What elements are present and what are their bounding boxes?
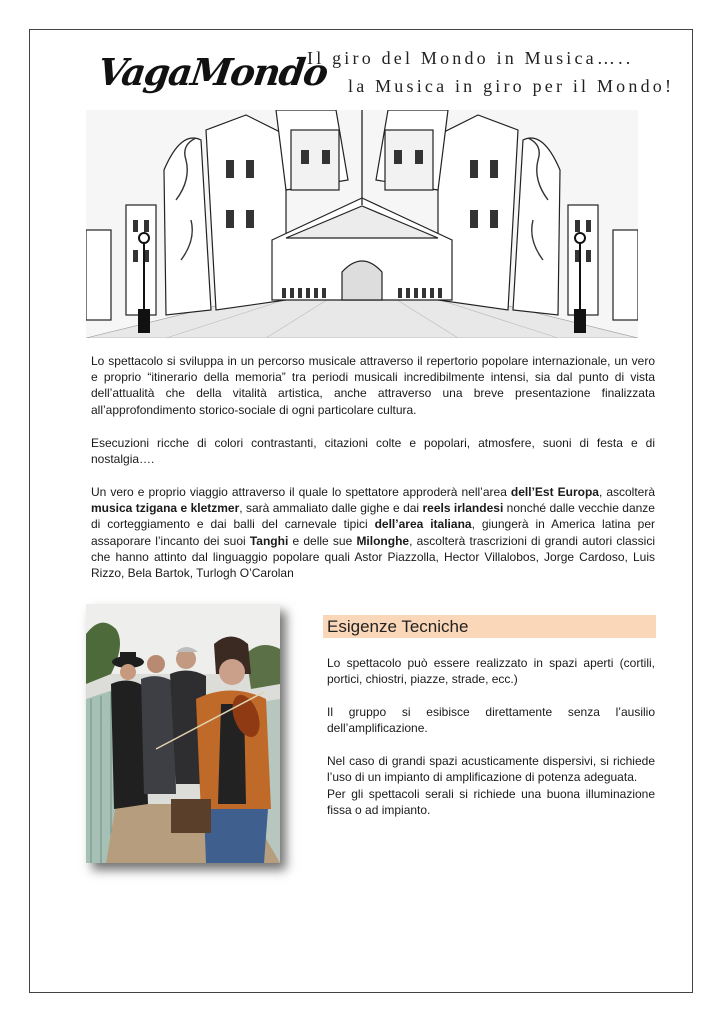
musicians-photo: [86, 604, 280, 863]
tech-heading: Esigenze Tecniche: [323, 615, 656, 638]
tech-paragraph-1: Lo spettacolo può essere realizzato in spazi aperti (cortili, portici, chiostri, piazze, strade, ecc.): [327, 656, 655, 687]
tech-paragraph-3: Nel caso di grandi spazi acusticamente dispersivi, si richiede l’uso di un impianto di amplificazione di potenza adeguata.: [327, 754, 655, 785]
intro-paragraph-1: Lo spettacolo si sviluppa in un percorso musicale attraverso il repertorio popolare internazionale, un vero e proprio “itinerario della memoria” tra periodi musicali incredibilmente intensi, sia dal punto di vista dell’attualità che della vitalità artistica, anche attraverso una breve presentazione finalizzata all’approfondimento storico-sociale di ogni particolare cultura.: [91, 354, 655, 417]
tagline-line2: la Musica in giro per il Mondo!: [348, 76, 675, 96]
intro-paragraph-2: Esecuzioni ricche di colori contrastanti, citazioni colte e popolari, atmosfere, suoni di festa e di nostalgia….: [91, 436, 655, 467]
tech-paragraph-4: Per gli spettacoli serali si richiede una buona illuminazione fissa o ad impianto.: [327, 787, 655, 818]
banner-illustration: [86, 110, 638, 338]
tech-paragraph-2: Il gruppo si esibisce direttamente senza l’ausilio dell’amplificazione.: [327, 705, 655, 736]
logo: VagaMondo: [95, 50, 330, 94]
intro-paragraph-3: Un vero e proprio viaggio attraverso il quale lo spettatore approderà nell’area dell’Est Europa, ascolterà musica tzigana e kletzmer, sarà ammaliato dalle gighe e dai reels irlandesi nonché dalle vecchie danze di corteggiamento e dai balli del carnevale tipici dell’area italiana, giungerà in America latina per assaporare l’incanto dei suoi Tanghi e delle sue Milonghe, ascolterà trascrizioni di grandi autori classici che hanno attinto dal linguaggio popolare quali Astor Piazzolla, Hector Villalobos, Jorge Cardoso, Luis Rizzo, Bela Bartok, Turlogh O’Carolan: [91, 485, 656, 581]
tagline-line1: Il giro del Mondo in Musica…..: [307, 48, 634, 68]
